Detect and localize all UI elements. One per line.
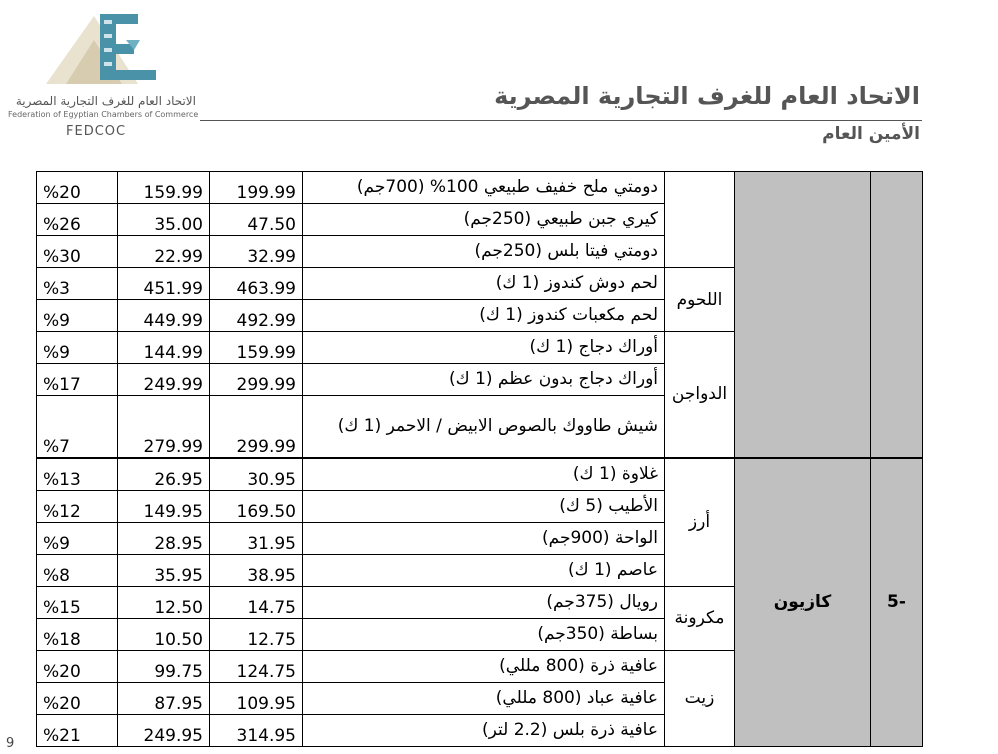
product-name: عافية ذرة (800 مللي) — [303, 650, 665, 682]
old-price: 31.95 — [210, 522, 303, 554]
discount-percent: %7 — [37, 396, 118, 458]
old-price: 463.99 — [210, 268, 303, 300]
discount-percent: %13 — [37, 458, 118, 491]
new-price: 279.99 — [118, 396, 210, 458]
discount-percent: %8 — [37, 554, 118, 586]
product-name: بساطة (350جم) — [303, 618, 665, 650]
category-cell-empty — [665, 172, 735, 268]
discount-percent: %18 — [37, 618, 118, 650]
old-price: 159.99 — [210, 332, 303, 364]
product-name: لحم دوش كندوز (1 ك) — [303, 268, 665, 300]
company-cell-empty — [735, 172, 871, 458]
product-name: الأطيب (5 ك) — [303, 490, 665, 522]
old-price: 199.99 — [210, 172, 303, 204]
row-index: -5 — [871, 458, 923, 747]
discount-percent: %9 — [37, 332, 118, 364]
old-price: 12.75 — [210, 618, 303, 650]
discount-percent: %20 — [37, 172, 118, 204]
product-name: أوراك دجاج بدون عظم (1 ك) — [303, 364, 665, 396]
company-name: كازيون — [735, 458, 871, 747]
new-price: 249.99 — [118, 364, 210, 396]
old-price: 299.99 — [210, 364, 303, 396]
new-price: 22.99 — [118, 236, 210, 268]
logo-english-name: Federation of Egyptian Chambers of Commerce — [8, 110, 199, 119]
new-price: 149.95 — [118, 490, 210, 522]
price-table — [36, 171, 923, 747]
product-name: الواحة (900جم) — [303, 522, 665, 554]
discount-percent: %21 — [37, 714, 118, 746]
category-oil: زيت — [665, 650, 735, 746]
product-name: دومتي فيتا بلس (250جم) — [303, 236, 665, 268]
new-price: 26.95 — [118, 458, 210, 491]
old-price: 124.75 — [210, 650, 303, 682]
product-name: عافية عباد (800 مللي) — [303, 682, 665, 714]
new-price: 35.00 — [118, 204, 210, 236]
category-rice: أرز — [665, 458, 735, 587]
product-name: رويال (375جم) — [303, 586, 665, 618]
category-poultry: الدواجن — [665, 332, 735, 458]
new-price: 10.50 — [118, 618, 210, 650]
discount-percent: %20 — [37, 682, 118, 714]
page-subtitle: الأمين العام — [822, 124, 920, 144]
old-price: 14.75 — [210, 586, 303, 618]
new-price: 144.99 — [118, 332, 210, 364]
discount-percent: %3 — [37, 268, 118, 300]
old-price: 492.99 — [210, 300, 303, 332]
old-price: 314.95 — [210, 714, 303, 746]
product-name: دومتي ملح خفيف طبيعي 100% (700جم) — [303, 172, 665, 204]
new-price: 249.95 — [118, 714, 210, 746]
old-price: 47.50 — [210, 204, 303, 236]
old-price: 32.99 — [210, 236, 303, 268]
new-price: 159.99 — [118, 172, 210, 204]
product-name: غلاوة (1 ك) — [303, 458, 665, 491]
discount-percent: %17 — [37, 364, 118, 396]
new-price: 87.95 — [118, 682, 210, 714]
discount-percent: %12 — [37, 490, 118, 522]
discount-percent: %30 — [37, 236, 118, 268]
table-row — [37, 172, 923, 204]
new-price: 99.75 — [118, 650, 210, 682]
product-name: كيري جبن طبيعي (250جم) — [303, 204, 665, 236]
old-price: 169.50 — [210, 490, 303, 522]
fedcoc-logo — [8, 10, 200, 140]
product-name: أوراك دجاج (1 ك) — [303, 332, 665, 364]
old-price: 30.95 — [210, 458, 303, 491]
new-price: 35.95 — [118, 554, 210, 586]
discount-percent: %9 — [37, 300, 118, 332]
new-price: 451.99 — [118, 268, 210, 300]
page-number: 9 — [6, 736, 15, 751]
product-name: شيش طاووك بالصوص الابيض / الاحمر (1 ك) — [303, 396, 665, 458]
product-name: لحم مكعبات كندوز (1 ك) — [303, 300, 665, 332]
new-price: 12.50 — [118, 586, 210, 618]
new-price: 449.99 — [118, 300, 210, 332]
category-meat: اللحوم — [665, 268, 735, 332]
discount-percent: %15 — [37, 586, 118, 618]
logo-acronym: FEDCOC — [66, 124, 127, 139]
product-name: عافية ذرة بلس (2.2 لتر) — [303, 714, 665, 746]
old-price: 109.95 — [210, 682, 303, 714]
logo-arabic-name: الاتحاد العام للغرف التجارية المصرية — [15, 94, 196, 108]
new-price: 28.95 — [118, 522, 210, 554]
discount-percent: %20 — [37, 650, 118, 682]
discount-percent: %9 — [37, 522, 118, 554]
old-price: 38.95 — [210, 554, 303, 586]
discount-percent: %26 — [37, 204, 118, 236]
header-divider — [200, 120, 922, 121]
old-price: 299.99 — [210, 396, 303, 458]
category-pasta: مكرونة — [665, 586, 735, 650]
table-row — [37, 458, 923, 491]
product-name: عاصم (1 ك) — [303, 554, 665, 586]
page-title: الاتحاد العام للغرف التجارية المصرية — [494, 82, 920, 110]
index-cell-empty — [871, 172, 923, 458]
